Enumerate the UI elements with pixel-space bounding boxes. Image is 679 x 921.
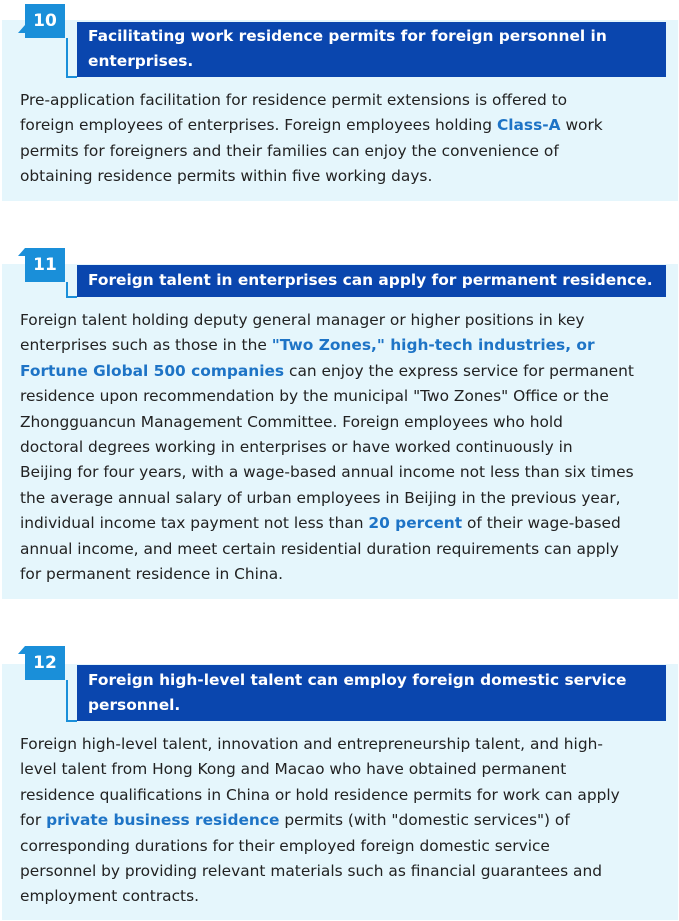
body-text-segment: residence qualifications in China or hold residence permits for work can apply: [20, 785, 620, 804]
title-line: Foreign talent in enterprises can apply for permanent residence.: [88, 271, 653, 289]
highlight-text: private business residence: [46, 811, 280, 830]
title-line: Facilitating work residence permits for foreign personnel in: [88, 27, 607, 45]
body-text-segment: the average annual salary of urban employees in Beijing in the previous year,: [20, 488, 621, 507]
body-line: [20, 757, 670, 782]
body-text-segment: Foreign high-level talent, innovation and entrepreneurship talent, and high-: [20, 735, 603, 753]
highlight-text: Fortune Global 500 companies: [20, 361, 285, 380]
body-line: [20, 808, 670, 833]
body-text-segment: for permanent residence in China.: [20, 565, 284, 584]
body-text-segment: doctoral degrees working in enterprises or have worked continuously in: [20, 438, 573, 457]
body-text-segment: enterprises such as those in the: [20, 336, 272, 355]
body-text-segment: residence upon recommendation by the municipal "Two Zones" Office or the: [20, 387, 609, 406]
badge-corner-triangle: [18, 646, 25, 654]
title-corner-decoration: [66, 680, 77, 722]
body-line: [20, 859, 670, 884]
section-title: [77, 665, 666, 721]
body-text-segment: of their wage-based: [462, 514, 621, 533]
title-line: Foreign high-level talent can employ foreign domestic service: [88, 671, 627, 689]
body-text-segment: personnel by providing relevant materials such as financial guarantees and: [20, 862, 603, 881]
body-line: [20, 884, 670, 909]
body-text-segment: work: [560, 116, 603, 135]
section-body: [20, 732, 670, 910]
body-text-segment: obtaining residence permits within five working days.: [20, 167, 433, 186]
section-number-badge: 11: [25, 248, 65, 282]
title-line: personnel.: [88, 696, 181, 714]
highlight-text: "Two Zones," high-tech industries, or: [271, 336, 595, 355]
body-text-segment: permits for foreigners and their families can enjoy the convenience of: [20, 141, 559, 160]
body-text-segment: annual income, and meet certain residential duration requirements can apply: [20, 539, 619, 558]
body-text-segment: permits (with "domestic services") of: [279, 811, 570, 830]
body-text-segment: can enjoy the express service for permanent: [284, 361, 634, 380]
body-line: [20, 732, 670, 757]
highlight-text: 20 percent: [368, 514, 463, 533]
section-number-badge: 10: [25, 4, 65, 38]
body-text-segment: Pre-application facilitation for residence permit extensions is offered to: [20, 91, 568, 109]
body-text-segment: Foreign talent holding deputy general manager or higher positions in key: [20, 311, 585, 329]
section-number-badge: 12: [25, 646, 65, 680]
body-line: [20, 783, 670, 808]
body-text-segment: employment contracts.: [20, 887, 200, 906]
body-line: [20, 834, 670, 859]
body-text-segment: individual income tax payment not less than: [20, 514, 369, 533]
highlight-text: Class-A: [496, 116, 561, 135]
body-text-segment: for: [20, 811, 47, 830]
body-text-segment: Zhongguancun Management Committee. Foreign employees who hold: [20, 412, 563, 431]
body-text-segment: level talent from Hong Kong and Macao who have obtained permanent: [20, 760, 567, 779]
body-text-segment: corresponding durations for their employed foreign domestic service: [20, 836, 550, 855]
body-text-segment: Beijing for four years, with a wage-based annual income not less than six times: [20, 463, 634, 482]
body-text-segment: foreign employees of enterprises. Foreign employees holding: [20, 116, 497, 135]
title-line: enterprises.: [88, 52, 194, 70]
